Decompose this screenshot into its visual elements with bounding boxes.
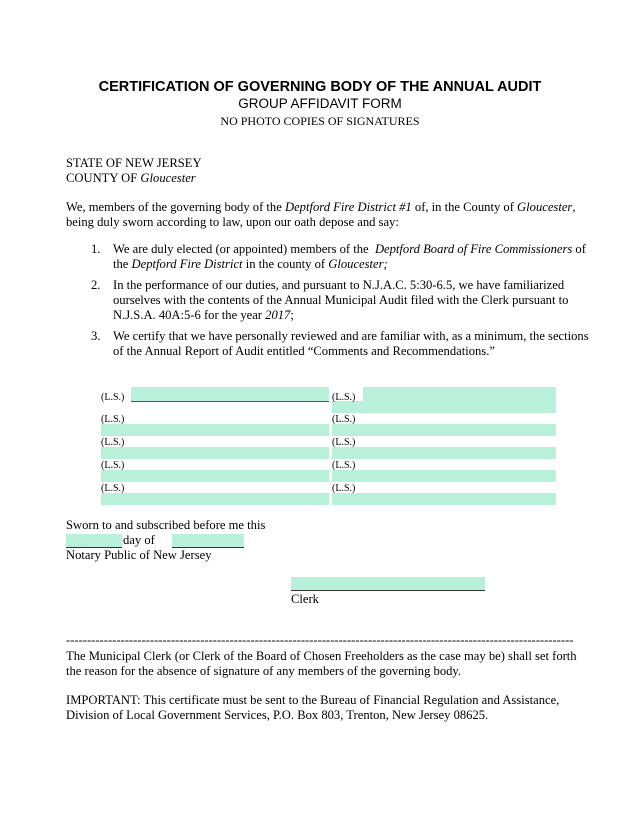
intro-text-b: of, in the County of	[414, 200, 514, 214]
intro-line-1	[66, 200, 596, 215]
day-field[interactable]	[66, 534, 122, 548]
clerk-instructions-line-2: the reason for the absence of signature of any members of the governing body.	[66, 664, 462, 678]
important-notice-line-2: Division of Local Government Services, P.O. Box 803, Trenton, New Jersey 08625.	[66, 708, 489, 722]
item-2-year: 2017	[265, 308, 291, 322]
ls-label: (L.S.)	[332, 460, 356, 471]
signature-line-left-2[interactable]	[101, 414, 329, 436]
item-1-text-f: in the county of	[245, 257, 326, 271]
form-subtitle: GROUP AFFIDAVIT FORM	[238, 96, 402, 111]
dashed-divider: -------------------------------------------------------------------------------------------------------------------------	[66, 633, 574, 647]
state-line: STATE OF NEW JERSEY	[66, 156, 202, 170]
item-1-text-d: the	[113, 257, 129, 271]
intro-paragraph	[66, 200, 596, 230]
item-1-county: Gloucester;	[328, 257, 388, 271]
signature-line-left-5[interactable]	[101, 483, 329, 505]
item-number: 1.	[91, 242, 101, 256]
item-number: 3.	[91, 329, 101, 343]
item-1-board: Deptford Board of Fire Commissioners	[374, 242, 573, 256]
item-1-text-a: We are duly elected (or appointed) members of the	[113, 242, 369, 256]
signature-line-right-1[interactable]	[332, 387, 556, 413]
notary-public-label: Notary Public of New Jersey	[66, 548, 212, 562]
ls-label: (L.S.)	[332, 392, 356, 403]
ls-label: (L.S.)	[332, 483, 356, 494]
intro-line-2: being duly sworn according to law, upon our oath depose and say:	[66, 215, 399, 229]
signature-line-right-5[interactable]	[332, 483, 556, 505]
signature-line-left-1[interactable]	[101, 387, 329, 413]
item-1-district: Deptford Fire District	[131, 257, 243, 271]
county-label: COUNTY OF	[66, 171, 138, 185]
item-2-line-2: ourselves with the contents of the Annual Municipal Audit filed with the Clerk pursuant to	[113, 293, 569, 307]
item-2-text: N.J.S.A. 40A:5-6 for the year	[113, 308, 262, 322]
item-list	[91, 242, 601, 359]
item-2-semicolon: ;	[290, 308, 294, 322]
item-3-line-2: of the Annual Report of Audit entitled “Comments and Recommendations.”	[113, 344, 495, 358]
important-notice-line-1: IMPORTANT: This certificate must be sent to the Bureau of Financial Regulation and Assistance,	[66, 693, 560, 707]
item-1-line-2	[113, 257, 601, 272]
clerk-instructions	[66, 649, 596, 679]
item-number: 2.	[91, 278, 101, 292]
important-notice	[66, 693, 596, 723]
county-line	[66, 171, 196, 186]
ls-label: (L.S.)	[101, 460, 125, 471]
signature-line-right-2[interactable]	[332, 414, 556, 436]
sworn-line: Sworn to and subscribed before me this	[66, 518, 266, 532]
item-2-line-1: In the performance of our duties, and pursuant to N.J.A.C. 5:30-6.5, we have familiarized	[113, 278, 565, 292]
form-title: CERTIFICATION OF GOVERNING BODY OF THE ANNUAL AUDIT	[98, 79, 542, 95]
ls-label: (L.S.)	[101, 437, 125, 448]
ls-label: (L.S.)	[101, 392, 125, 403]
intro-county: Gloucester	[517, 200, 573, 214]
day-of-label: day of	[123, 533, 155, 547]
ls-label: (L.S.)	[332, 414, 356, 425]
signature-grid	[101, 387, 556, 507]
form-note: NO PHOTO COPIES OF SIGNATURES	[220, 114, 420, 128]
item-3-line-1: We certify that we have personally reviewed and are familiar with, as a minimum, the sections	[113, 329, 589, 343]
intro-text-a: We, members of the governing body of the	[66, 200, 282, 214]
list-item-1	[91, 242, 601, 272]
signature-line-left-3[interactable]	[101, 437, 329, 459]
clerk-label: Clerk	[291, 592, 319, 606]
county-name: Gloucester	[140, 171, 196, 185]
intro-comma: ,	[572, 200, 576, 214]
clerk-instructions-line-1: The Municipal Clerk (or Clerk of the Board of Chosen Freeholders as the case may be) shall set forth	[66, 649, 577, 663]
intro-district: Deptford Fire District #1	[284, 200, 412, 214]
item-1-line-1	[113, 242, 601, 257]
month-field[interactable]	[172, 534, 244, 548]
signature-line-right-3[interactable]	[332, 437, 556, 459]
item-2-line-3	[113, 308, 601, 323]
signature-line-right-4[interactable]	[332, 460, 556, 482]
ls-label: (L.S.)	[101, 483, 125, 494]
clerk-signature-field[interactable]	[291, 577, 485, 591]
list-item-2	[91, 278, 601, 323]
list-item-3	[91, 329, 601, 359]
ls-label: (L.S.)	[101, 414, 125, 425]
signature-line-left-4[interactable]	[101, 460, 329, 482]
item-1-text-c: of	[575, 242, 586, 256]
ls-label: (L.S.)	[332, 437, 356, 448]
